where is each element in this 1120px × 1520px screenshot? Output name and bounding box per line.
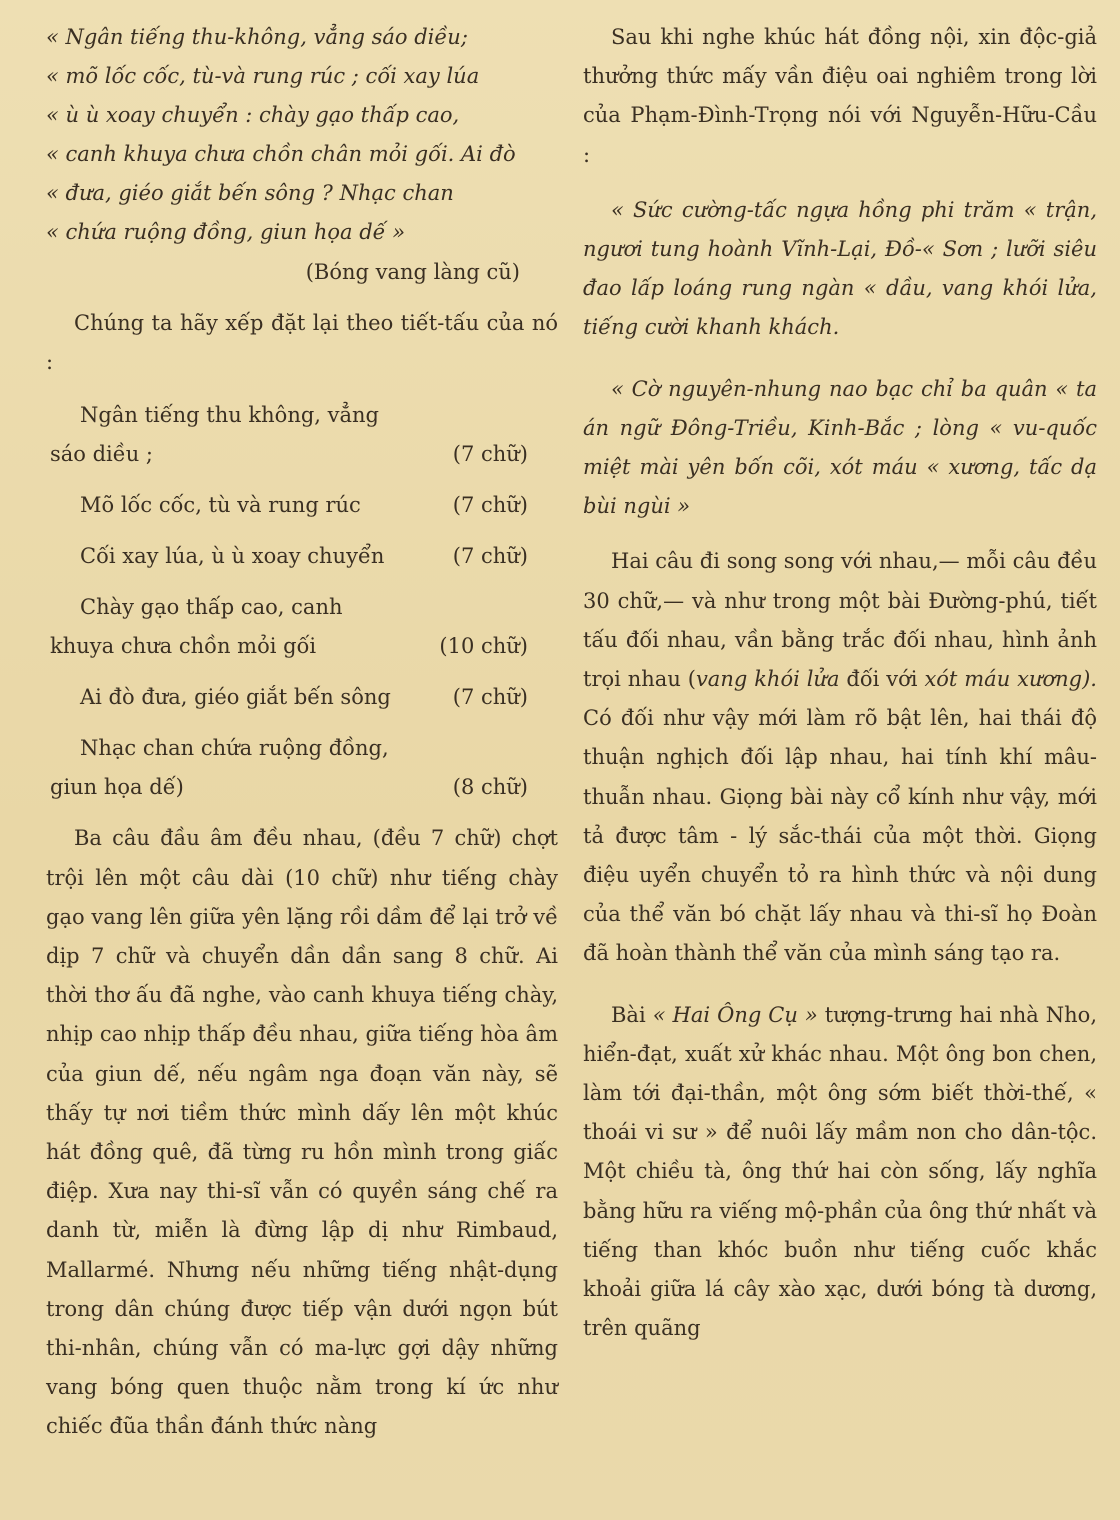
verse-text: giun họa dế)	[50, 775, 184, 800]
text-run: Hai câu đi song song với nhau,— mỗi câu đều 30 chữ,— và như trong một bài Đường-phú, tiết tấu đối nhau, vần bằng trắc đối nhau, hình ảnh trọi nhau (	[583, 549, 1097, 692]
verse-text: Ai đò đưa, giéo giắt bến sông	[80, 685, 391, 710]
prose-quote: « Sức cường-tấc ngựa hồng phi trăm « trận, ngươi tung hoành Vĩnh-Lại, Đồ-« Sơn ; lưỡi siêu đao lấp loáng rung ngàn « dầu, vang khói lửa, tiếng cười khanh khách.	[583, 197, 1097, 340]
quote-line: « đưa, giéo giắt bến sông ? Nhạc chan	[46, 181, 454, 205]
verse-text: Nhạc chan chứa ruộng đồng,	[80, 736, 389, 761]
emphasis-text: vang khói lửa	[695, 667, 840, 692]
syllable-count: (8 chữ)	[452, 775, 528, 800]
quote-line: « mõ lốc cốc, tù-và rung rúc ; cối xay lúa	[46, 64, 480, 88]
text-run: Có đối như vậy mới làm rõ bật lên, hai thái độ thuận nghịch đối lập nhau, hai tính khí mâu-thuẫn nhau. Giọng bài này cổ kính như vậy, mới tả được tâm - lý sắc-thái của một thời. Giọng điệu uyển chuyển tỏ ra hình thức và nội dung của thể văn bó chặt lấy nhau và thi-sĩ họ Đoàn đã hoàn thành thể văn của mình sáng tạo ra.	[583, 706, 1097, 966]
quote-source: (Bóng vang làng cũ)	[305, 260, 520, 284]
syllable-count: (7 chữ)	[452, 493, 528, 518]
analysis-paragraph: Ba câu đầu âm đều nhau, (đều 7 chữ) chợt trội lên một câu dài (10 chữ) như tiếng chày gạo vang lên giữa yên lặng rồi dầm để lại trở về dịp 7 chữ và chuyển dần dần sang 8 chữ. Ai thời thơ ấu đã nghe, vào canh khuya tiếng chày, nhịp cao nhịp thấp đều nhau, giữa tiếng hòa âm của giun dế, nếu ngâm nga đoạn văn này, sẽ thấy tự nơi tiềm thức mình dấy lên một khúc hát đồng quê, đã từng ru hồn mình trong giấc điệp. Xưa nay thi-sĩ vẫn có quyền sáng chế ra danh từ, miễn là đừng lập dị như Rimbaud, Mallarmé. Nhưng nếu những tiếng nhật-dụng trong dân chúng được tiếp vận dưới ngọn bút thi-nhân, chúng vẫn có ma-lực gợi dậy những vang bóng quen thuộc nằm trong kí ức như chiếc đũa thần đánh thức nàng	[46, 826, 558, 1439]
prose-quote: « Cờ nguyên-nhung nao bạc chỉ ba quân « ta án ngữ Đông-Triều, Kinh-Bắc ; lòng « vu-quốc miệt mài yên bốn cõi, xót máu « xương, tấc dạ bùi ngùi »	[583, 376, 1097, 519]
verse-line	[46, 729, 558, 807]
intro-paragraph: Sau khi nghe khúc hát đồng nội, xin độc-giả thưởng thức mấy vần điệu oai nghiêm trong lời của Phạm-Đình-Trọng nói với Nguyễn-Hữu-Cầu :	[583, 25, 1097, 167]
verse-text: khuya chưa chồn mỏi gối	[50, 634, 317, 659]
emphasis-text: xót máu xương).	[924, 667, 1097, 692]
verse-line	[46, 486, 558, 525]
syllable-count: (7 chữ)	[452, 442, 528, 467]
syllable-count: (7 chữ)	[452, 685, 528, 710]
text-run: tượng-trưng hai nhà Nho, hiển-đạt, xuất xử khác nhau. Một ông bon chen, làm tới đại-thần, một ông sớm biết thời-thế, « thoái vi sư » để nuôi lấy mầm non cho dân-tộc. Một chiều tà, ông thứ hai còn sống, lấy nghĩa bằng hữu ra viếng mộ-phần của ông thứ nhất và tiếng than khóc buồn như tiếng cuốc khắc khoải giữa lá cây xào xạc, dưới bóng tà dương, trên quãng	[583, 1002, 1097, 1341]
verse-text: Chày gạo thấp cao, canh	[80, 595, 343, 620]
verse-text: Mõ lốc cốc, tù và rung rúc	[80, 493, 361, 518]
quote-line: « Ngân tiếng thu-không, vẳng sáo diều;	[46, 25, 468, 49]
verse-text: Cối xay lúa, ù ù xoay chuyển	[80, 544, 385, 569]
analysis-paragraph	[583, 542, 1097, 973]
quote-line: « ù ù xoay chuyển : chày gạo thấp cao,	[46, 103, 460, 127]
intro-paragraph: Chúng ta hãy xếp đặt lại theo tiết-tấu của nó :	[46, 311, 558, 375]
right-column	[583, 18, 1097, 1349]
quote-line: « canh khuya chưa chồn chân mỏi gối. Ai đò	[46, 142, 516, 166]
text-run: đối với	[839, 667, 925, 692]
emphasis-text: « Hai Ông Cụ »	[652, 1002, 818, 1027]
verse-text: Ngân tiếng thu không, vẳng	[80, 403, 379, 428]
syllable-count: (10 chữ)	[439, 634, 528, 659]
verse-line	[46, 396, 558, 474]
verse-line	[46, 588, 558, 666]
poem-quote	[46, 18, 558, 252]
left-column	[46, 18, 558, 1447]
verse-line	[46, 537, 558, 576]
syllable-count: (7 chữ)	[452, 544, 528, 569]
analysis-paragraph	[583, 996, 1097, 1349]
text-run: Bài	[611, 1002, 653, 1027]
quote-line: « chứa ruộng đồng, giun họa dế »	[46, 220, 406, 244]
verse-text: sáo diều ;	[50, 442, 153, 467]
verse-list	[46, 396, 558, 807]
verse-line	[46, 678, 558, 717]
